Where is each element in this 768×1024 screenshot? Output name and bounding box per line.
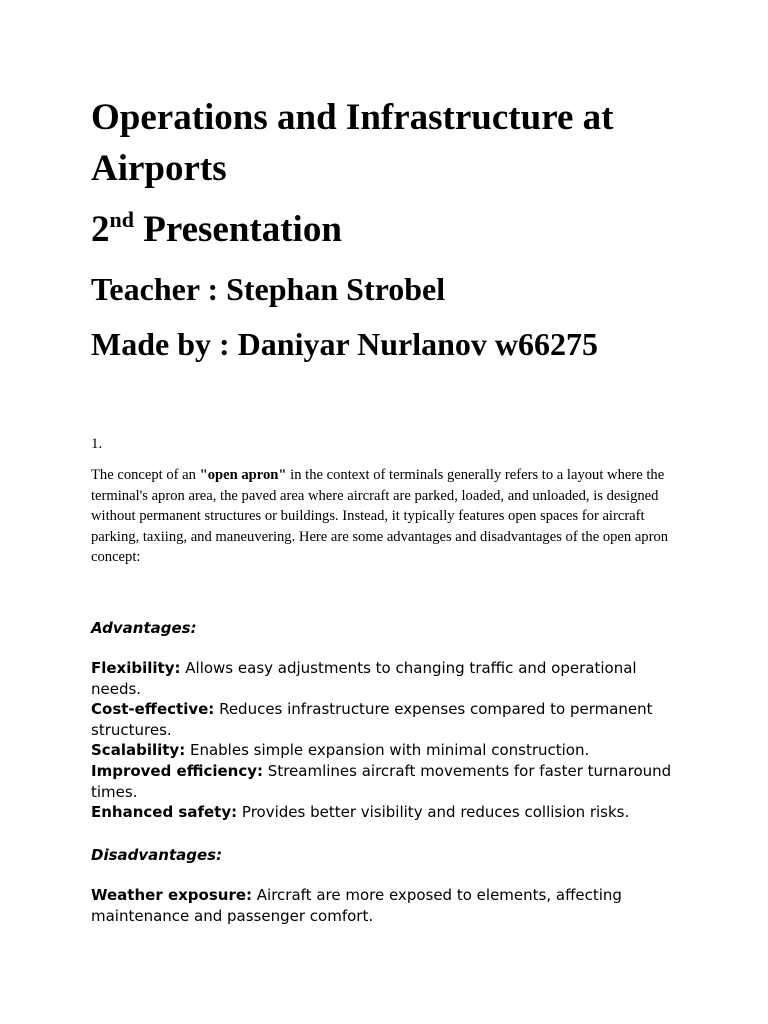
item-description: Reduces infrastructure expenses compared to permanent structures. xyxy=(91,700,653,739)
intro-emphasis: "open apron" xyxy=(199,467,287,483)
item-description: Allows easy adjustments to changing traffic and operational needs. xyxy=(91,659,637,698)
subtitle-text: Presentation xyxy=(133,209,342,250)
list-item xyxy=(91,658,691,699)
disadvantages-heading: Disadvantages: xyxy=(91,846,223,864)
intro-paragraph xyxy=(91,465,681,568)
item-term: Enhanced safety: xyxy=(91,803,238,822)
item-description: Aircraft are more exposed to elements, affecting maintenance and passenger comfort. xyxy=(91,886,622,925)
presentation-subtitle xyxy=(91,206,342,254)
teacher-line: Teacher : Stephan Strobel xyxy=(91,271,446,307)
item-term: Scalability: xyxy=(91,741,186,760)
section-number: 1. xyxy=(91,436,103,452)
advantages-list xyxy=(91,658,691,823)
document-title: Operations and Infrastructure at Airports xyxy=(91,97,614,189)
list-item xyxy=(91,740,691,761)
item-description: Enables simple expansion with minimal construction. xyxy=(185,741,590,760)
disadvantages-list xyxy=(91,885,691,926)
item-term: Improved efficiency: xyxy=(91,761,264,780)
list-item xyxy=(91,885,691,926)
list-item xyxy=(91,699,691,740)
item-term: Cost-effective: xyxy=(91,700,215,719)
item-term: Weather exposure: xyxy=(91,886,253,904)
subtitle-superscript: nd xyxy=(109,207,134,232)
list-item xyxy=(91,761,691,802)
author-line: Made by : Daniyar Nurlanov w66275 xyxy=(91,326,598,362)
item-term: Flexibility: xyxy=(91,659,181,677)
subtitle-number: 2 xyxy=(91,209,110,250)
item-description: Provides better visibility and reduces collision risks. xyxy=(237,803,630,822)
item-description: Streamlines aircraft movements for faster turnaround times. xyxy=(91,761,672,801)
list-item xyxy=(91,802,691,823)
intro-text-end: in the context of terminals generally refers to a layout where the terminal's apron area, the paved area where aircraft are parked, loaded, and unloaded, is designed without permanent structures or buildings. Instead, it typically features open spaces for aircraft parking, taxiing, and maneuvering. Here are some advantages and disadvantages of the open apron concept: xyxy=(91,467,669,566)
intro-text-start: The concept of an xyxy=(91,467,200,483)
advantages-heading: Advantages: xyxy=(91,619,197,637)
